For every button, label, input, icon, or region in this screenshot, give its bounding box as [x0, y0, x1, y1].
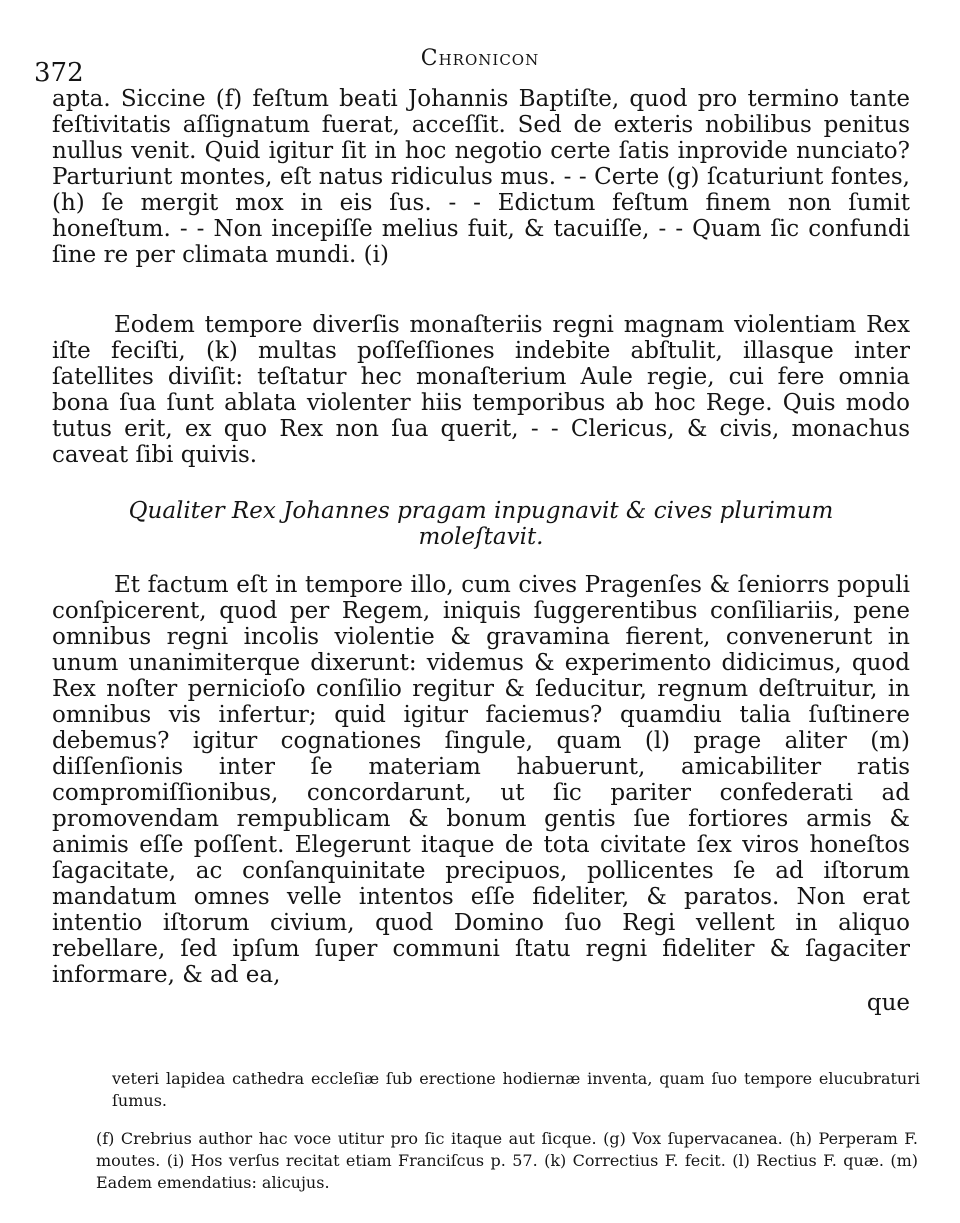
- paragraph-3: Et factum eſt in tempore illo, cum cives Pragenſes & ſeniorrs populi conſpicerent, quod per Regem, iniquis ſuggerentibus conſiliariis, pene omnibus regni incolis violentie & gravamina fierent, convenerunt in unum unanimiterque dixerunt: videmus & experimento didicimus, quod Rex noſter pernicioſo conſilio regitur & ſeducitur, regnum deſtruitur, in omnibus vis infertur; quid igitur faciemus? quamdiu talia ſuſtinere debemus? igitur cognationes ſingule, quam (l) prage aliter (m) diſſenſionis inter ſe materiam habuerunt, amicabiliter ratis compromiſſionibus, concordarunt, ut ſic pariter confederati ad promovendam rempublicam & bonum gentis ſue fortiores armis & animis eſſe poſſent. Elegerunt itaque de tota civitate ſex viros honeſtos ſagacitate, ac conſanquinitate precipuos, pollicentes ſe ad iſtorum mandatum omnes velle intentos eſſe fideliter, & paratos. Non erat intentio iſtorum civium, quod Domino ſuo Regi vellent in aliquo rebellare, ſed ipſum ſuper communi ſtatu regni fideliter & ſagaciter informare, & ad ea,: [52, 572, 910, 988]
- footnote-list: (f) Crebrius author hac voce utitur pro ſic itaque aut ſicque. (g) Vox ſupervacanea. (h) Perperam F. moutes. (i) Hos verſus recitat etiam Franciſcus p. 57. (k) Correctius F. fecit. (l) Rectius F. quæ. (m) Eadem emendatius: alicujus.: [96, 1129, 918, 1192]
- footnotes: [96, 1128, 918, 1194]
- paragraph-1: apta. Siccine (f) feſtum beati Johannis Baptiſte, quod pro termino tante feſtivitatis aſſignatum fuerat, acceſſit. Sed de exteris nobilibus penitus nullus venit. Quid igitur ſit in hoc negotio certe ſatis inprovide nunciato? Parturiunt montes, eſt natus ridiculus mus. - - Certe (g) ſcaturiunt fontes, (h) ſe mergit mox in eis ſus. - - Edictum feſtum finem non ſumit honeſtum. - - Non incepiſſe melius fuit, & tacuiſſe, - - Quam ſic confundi ſine re per climata mundi. (i): [52, 86, 910, 268]
- footnote-continuation: veteri lapidea cathedra eccleſiæ ſub erectione hodiernæ inventa, quam ſuo tempore elucubraturi ſumus.: [112, 1069, 920, 1110]
- paragraph-2: Eodem tempore diverſis monaſteriis regni magnam violentiam Rex iſte feciſti, (k) multas poſſeſſiones indebite abſtulit, illasque inter ſatellites diviſit: teſtatur hec monaſterium Aule regie, cui fere omnia bona ſua ſunt ablata violenter hiis temporibus ab hoc Rege. Quis modo tutus erit, ex quo Rex non ſua querit, - - Clericus, & civis, monachus caveat ſibi quivis.: [52, 312, 910, 468]
- main-text: [52, 86, 910, 1016]
- page-number: 372: [34, 58, 84, 88]
- running-title: Chronicon: [420, 46, 540, 71]
- catchword: que: [866, 990, 910, 1016]
- section-heading: Qualiter Rex Johannes pragam inpugnavit & cives plurimum moleſtavit.: [128, 498, 834, 550]
